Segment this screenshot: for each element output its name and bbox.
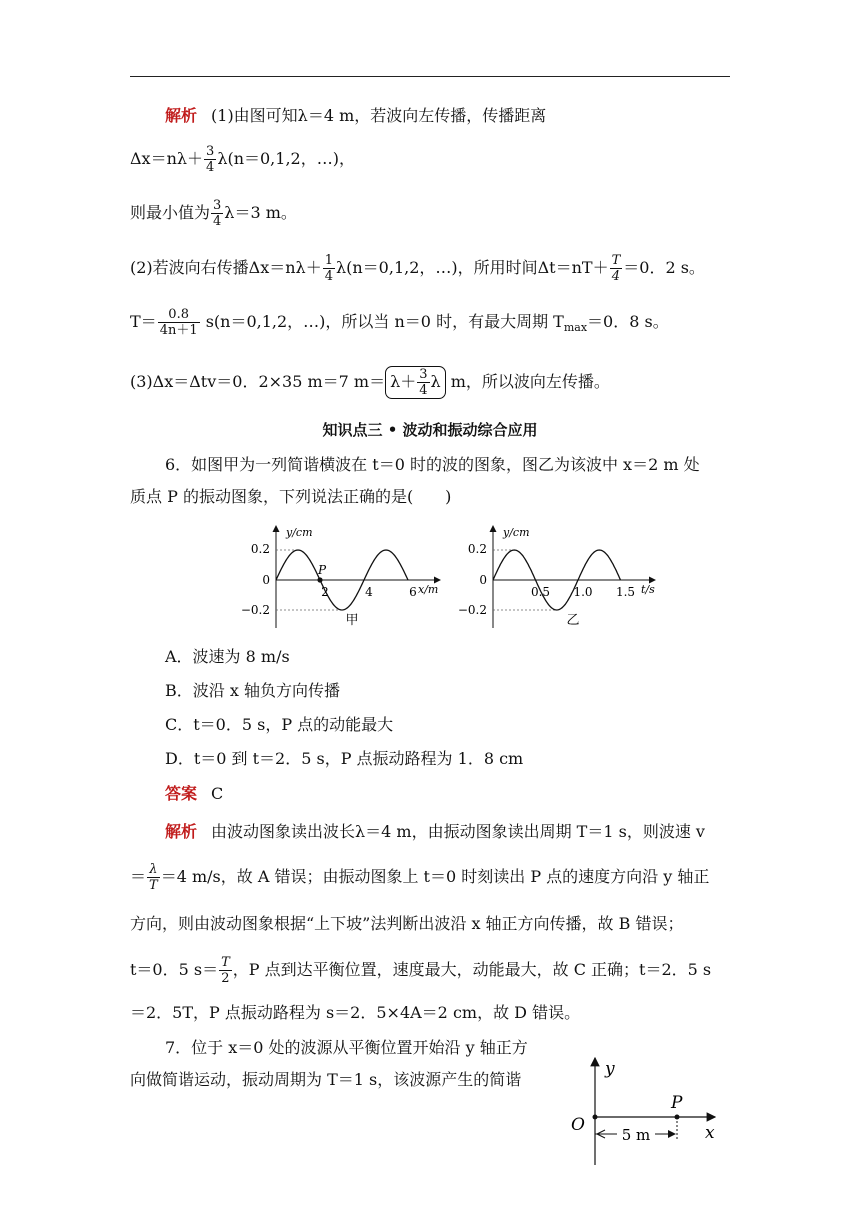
point-p bbox=[317, 577, 322, 582]
y-tick-label: 0 bbox=[262, 573, 270, 587]
sol6-line-2: ＝ $\frac{\lambda}{T}$ ＝4 m/s，故 A 错误；由振动图象上 t＝0 时刻读出 P 点的速度方向沿 y 轴正 bbox=[130, 862, 710, 893]
option-d: D．t＝0 到 t＝2．5 s，P 点振动路程为 1．8 cm bbox=[165, 749, 524, 768]
y-tick-label: −0.2 bbox=[240, 603, 270, 617]
x-tick-label: 0.5 bbox=[530, 585, 551, 599]
y-tick-label: 0.2 bbox=[467, 542, 487, 556]
fraction: $\frac{0.8}{4n+1}$ bbox=[159, 307, 198, 338]
fraction: $\frac{3}{4}$ bbox=[419, 367, 428, 398]
x-tick-label: 4 bbox=[365, 585, 373, 599]
x-axis-label: x bbox=[705, 1123, 715, 1143]
figure-caption: 乙 bbox=[566, 613, 580, 628]
origin-label: O bbox=[571, 1115, 585, 1135]
sol5-line-1: 解析 (1)由图可知λ＝4 m，若波向左传播，传播距离 bbox=[165, 106, 547, 125]
q6-stem-line-2: 质点 P 的振动图象，下列说法正确的是( ) bbox=[130, 487, 452, 506]
sol6-label: 解析 bbox=[165, 822, 198, 841]
option-c: C．t＝0．5 s，P 点的动能最大 bbox=[165, 715, 394, 734]
sol5-line-3: 则最小值为 $\frac{3}{4}$ λ＝3 m。 bbox=[130, 198, 297, 229]
vibration-graph bbox=[455, 520, 665, 640]
answer-label: 答案 bbox=[165, 784, 198, 803]
sol6-line-4: t＝0．5 s＝ $\frac{T}{2}$ ，P 点到达平衡位置，速度最大，动能最大，故 C 正确；t＝2．5 s bbox=[130, 955, 712, 986]
sol5-line-5: T＝ $\frac{0.8}{4n+1}$ s(n＝0,1,2，…)，所以当 n＝0 时，有最大周期 $T_{max}=0$．8 s。 bbox=[130, 307, 669, 338]
parenthesis-group: λ＋ $\frac{3}{4}$ λ bbox=[385, 366, 446, 399]
fraction: $\frac{T}{4}$ bbox=[611, 253, 621, 284]
option-a: A．波速为 8 m/s bbox=[165, 647, 290, 666]
y-tick-label: 0 bbox=[479, 573, 487, 587]
x-tick-label: 1.5 bbox=[615, 585, 636, 599]
x-tick-label: 1.0 bbox=[573, 585, 593, 599]
answer-line bbox=[165, 783, 740, 805]
sol5-line-6: (3)Δx＝Δtv＝0．2×35 m＝7 m＝ λ＋ $\frac{3}{4}$ λ m，所以波向左传播。 bbox=[130, 367, 610, 398]
sol5-line-4: (2)若波向右传播Δx＝nλ＋ $\frac{1}{4}$ λ(n＝0,1,2，…)，所用时间Δt＝nT＋ $\frac{T}{4}$ ＝0．2 s。 bbox=[130, 253, 705, 284]
fraction: $\frac{3}{4}$ bbox=[206, 144, 215, 175]
point-p-label: P bbox=[318, 563, 327, 577]
x-tick-label: 6 bbox=[409, 585, 417, 599]
option-b: B．波沿 x 轴负方向传播 bbox=[165, 681, 340, 700]
dimension-arrowhead bbox=[597, 1130, 605, 1134]
sol5-line-2: Δx＝nλ＋ $\frac{3}{4}$ λ(n＝0,1,2，…)， bbox=[130, 144, 355, 175]
sol6-line-5: ＝2．5T，P 点振动路程为 s＝2．5×4A＝2 cm，故 D 错误。 bbox=[130, 1003, 581, 1022]
wave-source-point bbox=[593, 1115, 598, 1120]
dimension-arrowhead bbox=[597, 1134, 605, 1138]
fraction: $\frac{3}{4}$ bbox=[213, 198, 222, 229]
y-axis-label: y/cm bbox=[286, 526, 313, 539]
sol6-line-1: 解析 由波动图象读出波长λ＝4 m，由振动图象读出周期 T＝1 s，则波速 v bbox=[165, 822, 705, 841]
answer-value: C bbox=[211, 784, 224, 803]
q7-stem-line-1: 7．位于 x＝0 处的波源从平衡位置开始沿 y 轴正方 bbox=[165, 1038, 528, 1057]
point-p-label: P bbox=[671, 1093, 683, 1113]
fraction: $\frac{1}{4}$ bbox=[324, 253, 333, 284]
header-rule bbox=[130, 76, 730, 77]
wave-graph bbox=[240, 520, 450, 640]
section-heading: 知识点三 • 波动和振动综合应用 bbox=[322, 421, 538, 439]
x-axis-label: t/s bbox=[641, 583, 655, 596]
y-tick-label: 0.2 bbox=[250, 542, 270, 556]
figure-caption: 甲 bbox=[345, 613, 359, 628]
y-axis-label: y bbox=[605, 1059, 615, 1079]
sol5-label: 解析 bbox=[165, 106, 198, 125]
y-axis-label: y/cm bbox=[503, 526, 530, 539]
fraction: $\frac{\lambda}{T}$ bbox=[149, 862, 158, 893]
x-axis-label: x/m bbox=[418, 583, 439, 596]
q7-stem-line-2: 向做简谐运动，振动周期为 T＝1 s，该波源产生的简谐 bbox=[130, 1070, 522, 1089]
y-tick-label: −0.2 bbox=[457, 603, 487, 617]
distance-label: 5 m bbox=[621, 1126, 651, 1144]
q7-diagram bbox=[565, 1050, 725, 1170]
fraction: $\frac{T}{2}$ bbox=[221, 955, 230, 986]
q6-stem-line-1: 6．如图甲为一列简谐横波在 t＝0 时的波的图象，图乙为该波中 x＝2 m 处 bbox=[165, 455, 700, 474]
sol6-line-3: 方向，则由波动图象根据“上下坡”法判断出波沿 x 轴正方向传播，故 B 错误； bbox=[130, 914, 684, 933]
x-tick-label: 2 bbox=[321, 585, 329, 599]
